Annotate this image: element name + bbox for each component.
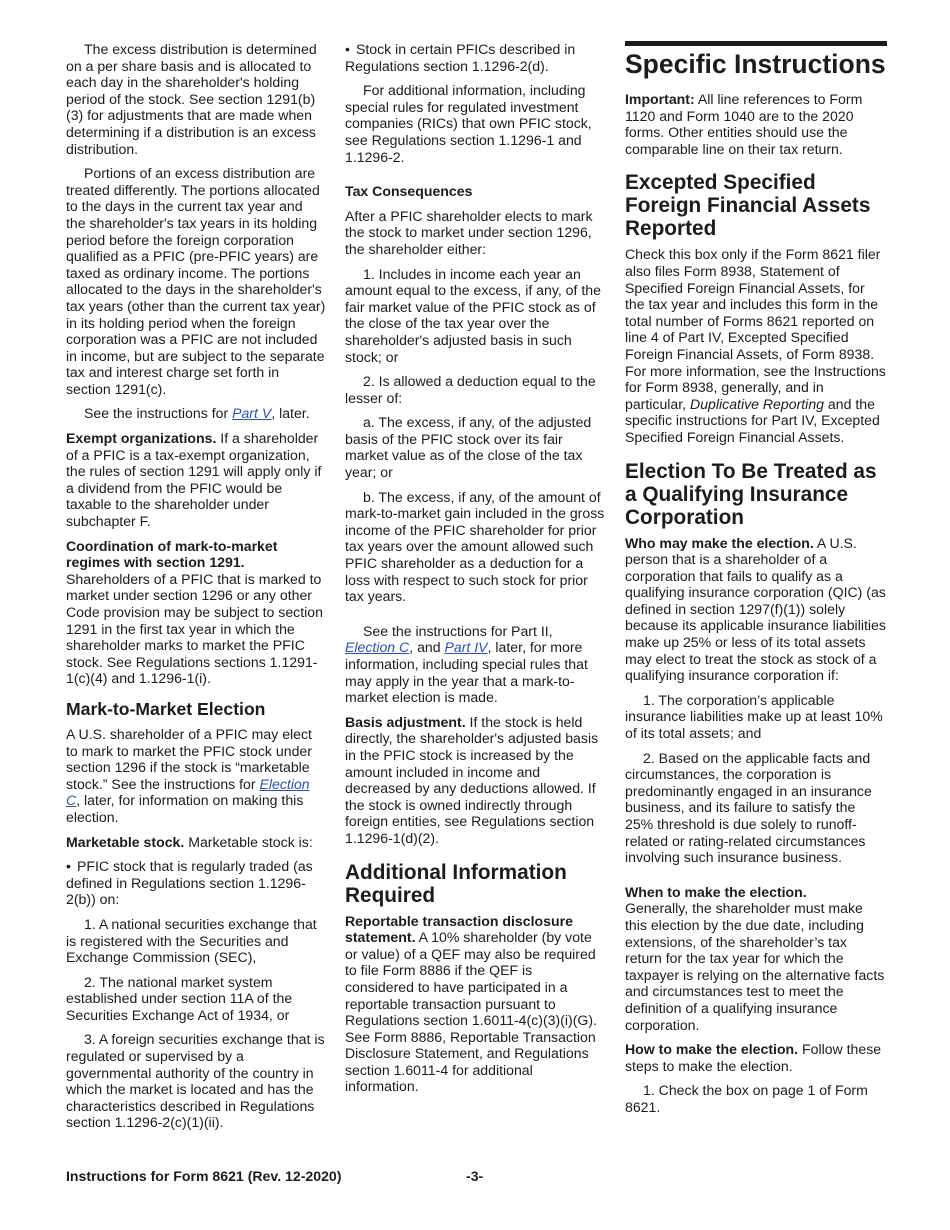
list-item-deduction: 2. Is allowed a deduction equal to the lesser of: (345, 373, 596, 406)
election-qic-heading: Election To Be Treated as a Qualifying Insurance Corporation (625, 459, 877, 529)
tax-consequences-heading: Tax Consequences (345, 183, 473, 200)
excess-distribution-paragraph: The excess distribution is determined on a per share basis and is allocated to each day in the shareholder's holding period of the stock. See section 1291(b)(3) for adjustments that are made when determining if a distribution is an excess distribution. (66, 41, 317, 157)
additional-info-paragraph: For additional information, including special rules for regulated investment companies (RICs) that own PFIC stock, see Regulations section 1.1296-1 and 1.1296-2. (345, 82, 592, 165)
when-to-elect-paragraph: When to make the election. Generally, the shareholder must make this election by the due date, including extensions, of the shareholder’s tax return for the tax year for which the taxpayer is relying on the alternative facts and circumstances test to meet the definition of a qualifying insurance corporation. (625, 884, 887, 1033)
column-left (66, 41, 326, 1139)
additional-information-heading: Additional Information Required (345, 860, 567, 907)
how-to-elect-paragraph: How to make the election. Follow these steps to make the election. (625, 1041, 882, 1074)
coordination-heading: Coordination of mark-to-market regimes with section 1291. (66, 537, 278, 571)
bullet-regularly-traded: • PFIC stock that is regularly traded (as defined in Regulations section 1.1296-2(b)) on: (66, 858, 326, 908)
page-number: -3- (466, 1168, 484, 1184)
excepted-assets-heading: Excepted Specified Foreign Financial Assets Reported (625, 171, 871, 241)
list-item-b: b. The excess, if any, of the amount of mark-to-market gain included in the gross income of the PFIC shareholder for prior tax years over the amount allowed such PFIC shareholder as a deduction for a loss with respect to such stock for prior tax years. (345, 488, 605, 605)
list-item-facts-circumstances: 2. Based on the applicable facts and circumstances, the corporation is predominantly engaged in an insurance business, and its failure to satisfy the 25% threshold is due solely to runoff-related or rating-related circumstances involving such insurance business. (625, 749, 872, 866)
list-item-national-market: 2. The national market system established under section 11A of the Securities Exchange Act of 1934, or (66, 973, 293, 1023)
election-c-link[interactable]: Election C (345, 639, 410, 656)
mark-to-market-heading: Mark-to-Market Election (66, 698, 266, 719)
list-item-includes-income: 1. Includes in income each year an amount equal to the excess, if any, of the fair market value of the PFIC stock as of the close of the tax year over the shareholder's adjusted basis in such stock; or (345, 265, 601, 365)
footer-title: Instructions for Form 8621 (Rev. 12-2020) (66, 1168, 342, 1184)
list-item-national-exchange: 1. A national securities exchange that is registered with the Securities and Exchange Commission (SEC), (66, 915, 317, 966)
list-item-check-box: 1. Check the box on page 1 of Form 8621. (625, 1082, 868, 1115)
marketable-stock-paragraph: Marketable stock. Marketable stock is: (66, 833, 313, 850)
page-footer (66, 1168, 886, 1184)
see-part-v-paragraph: See the instructions for Part V, later. (84, 405, 310, 422)
part-iv-link[interactable]: Part IV (444, 639, 488, 656)
column-right (625, 41, 887, 1124)
part-v-link[interactable]: Part V (232, 405, 272, 422)
see-instructions-paragraph: See the instructions for Part II, Election C, and Part IV, later, for more information, including special rules that may apply in the year that a mark-to-market election is made. (345, 622, 588, 706)
mark-to-market-paragraph: A U.S. shareholder of a PFIC may elect to mark to market the PFIC stock under section 1296 if the stock is “marketable stock.” See the instructions for Election C, later, for information on making this election. (66, 725, 312, 825)
excepted-assets-paragraph: Check this box only if the Form 8621 filer also files Form 8938, Statement of Specified Foreign Financial Assets, for the tax year and includes this form in the total number of Forms 8621 reported on line 4 of Part IV, Excepted Specified Foreign Financial Assets, of Form 8938. For more information, see the Instructions for Form 8938, generally, and in particular, Duplicative Reporting and the specific instructions for Part IV, Excepted Specified Foreign Financial Assets. (625, 246, 886, 445)
list-item-insurance-liabilities: 1. The corporation’s applicable insurance liabilities make up at least 10% of its total assets; and (625, 691, 883, 742)
basis-adjustment-paragraph: Basis adjustment. If the stock is held directly, the shareholder's adjusted basis in the PFIC stock is increased by the amount included in income and decreased by any deductions allowed. If the stock is owned indirectly through foreign entities, see Regulations section 1.1296-1(d)(2). (345, 713, 599, 846)
portions-paragraph: Portions of an excess distribution are treated differently. The portions allocated to the days in the current tax year and the shareholder's tax years in its holding period before the foreign corporation qualified as a PFIC (pre-PFIC years) are taxed as ordinary income. The portions allocated to the days in the shareholder's tax years (other than the current tax year) in its holding period when the foreign corporation was a PFIC are not included in income, but are subject to the separate tax and interest charge set forth in section 1291(c). (66, 165, 326, 397)
when-to-elect-heading: When to make the election. (625, 883, 807, 900)
important-paragraph: Important: All line references to Form 1120 and Form 1040 are to the 2020 forms. Other entities should use the comparable line on their tax return. (625, 91, 863, 157)
specific-instructions-heading: Specific Instructions (625, 41, 887, 79)
list-item-foreign-exchange: 3. A foreign securities exchange that is regulated or supervised by a governmental authority of the country in which the market is located and has the characteristics described in Regulations section 1.1296-2(c)(1)(ii). (66, 1031, 325, 1131)
reportable-transaction-paragraph: Reportable transaction disclosure statement. A 10% shareholder (by vote or value) of a QEF may also be required to file Form 8886 if the QEF is considered to have participated in a reportable transaction pursuant to Regulations section 1.6011-4(c)(3)(i)(G). See Form 8886, Reportable Transaction Disclosure Statement, and Regulations section 1.6011-4 for additional information. (345, 912, 597, 1095)
list-item-a: a. The excess, if any, of the adjusted basis of the PFIC stock over its fair market value as of the close of the tax year; or (345, 414, 592, 481)
column-middle (345, 41, 605, 1103)
bullet-certain-pfics: • Stock in certain PFICs described in Regulations section 1.1296-2(d). (345, 41, 605, 74)
coordination-paragraph: Coordination of mark-to-market regimes with section 1291. Shareholders of a PFIC that is marked to market under section 1296 or any other Code provision may be subject to section 1291 in the first tax year in which the shareholder marks to market the PFIC stock. See Regulations sections 1.1291-1(c)(4) and 1.1296-1(i). (66, 538, 326, 687)
election-c-link[interactable]: Election C (66, 775, 310, 809)
tax-consequences-intro: After a PFIC shareholder elects to mark the stock to market under section 1296, the shareholder either: (345, 207, 593, 257)
who-may-elect-paragraph: Who may make the election. A U.S. person that is a shareholder of a corporation that fails to qualify as a qualifying insurance corporation (QIC) (as defined in section 1297(f)(1)) solely because its applicable insurance liabilities make up 25% or less of its total assets may elect to treat the stock as stock of a qualifying insurance corporation if: (625, 534, 886, 684)
exempt-organizations-paragraph: Exempt organizations. If a shareholder of a PFIC is a tax-exempt organization, the rules of section 1291 will apply only if a dividend from the PFIC would be taxable to the shareholder under subchapter F. (66, 430, 322, 530)
